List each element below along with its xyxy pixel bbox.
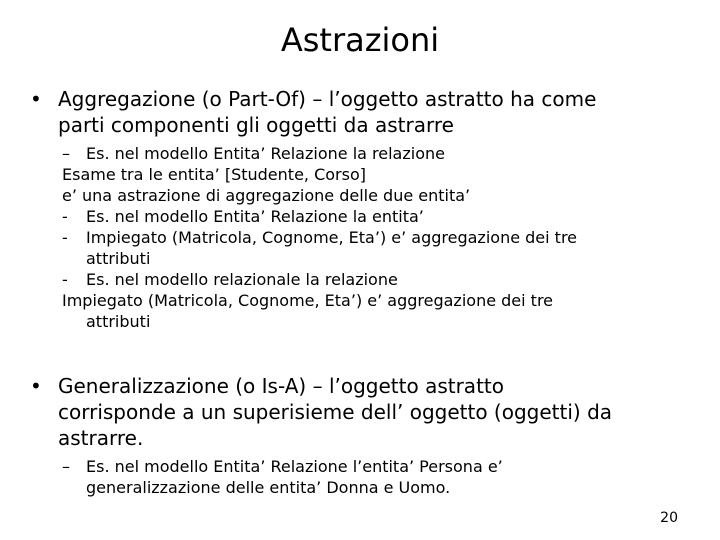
bullet-generalization-text [58,373,698,451]
sub-line: generalizzazione delle entita’ Donna e Uomo. [86,478,451,497]
sub-line: Esame tra le entita’ [Studente, Corso] [62,165,366,184]
sub-line: – Es. nel modello Entita’ Relazione l’entita’ Persona e’ [62,457,503,476]
bullet-line: corrisponde a un superisieme dell’ oggetto (oggetti) da [58,400,613,424]
aggregation-examples [62,143,682,332]
bullet-aggregation-text [58,86,698,138]
sub-line: attributi [86,312,151,331]
bullet-line: Aggregazione (o Part-Of) – l’oggetto astratto ha come [58,87,597,111]
sub-line: - Es. nel modello relazionale la relazione [62,270,398,289]
sub-line: - Es. nel modello Entita’ Relazione la entita’ [62,207,424,226]
bullet-marker: • [30,87,42,111]
sub-line: Impiegato (Matricola, Cognome, Eta’) e’ aggregazione dei tre [62,291,554,310]
bullet-line: parti componenti gli oggetti da astrarre [58,113,454,137]
slide-title: Astrazioni [280,21,440,59]
sub-line: – Es. nel modello Entita’ Relazione la relazione [62,144,445,163]
sub-line: - Impiegato (Matricola, Cognome, Eta’) e’ aggregazione dei tre [62,228,578,247]
sub-line: e’ una astrazione di aggregazione delle due entita’ [62,186,471,205]
generalization-examples [62,456,682,498]
bullet-line: astrarre. [58,426,144,450]
bullet-marker: • [30,374,42,398]
bullet-line: Generalizzazione (o Is-A) – l’oggetto astratto [58,374,504,398]
sub-line: attributi [86,249,151,268]
page-number: 20 [660,510,678,526]
